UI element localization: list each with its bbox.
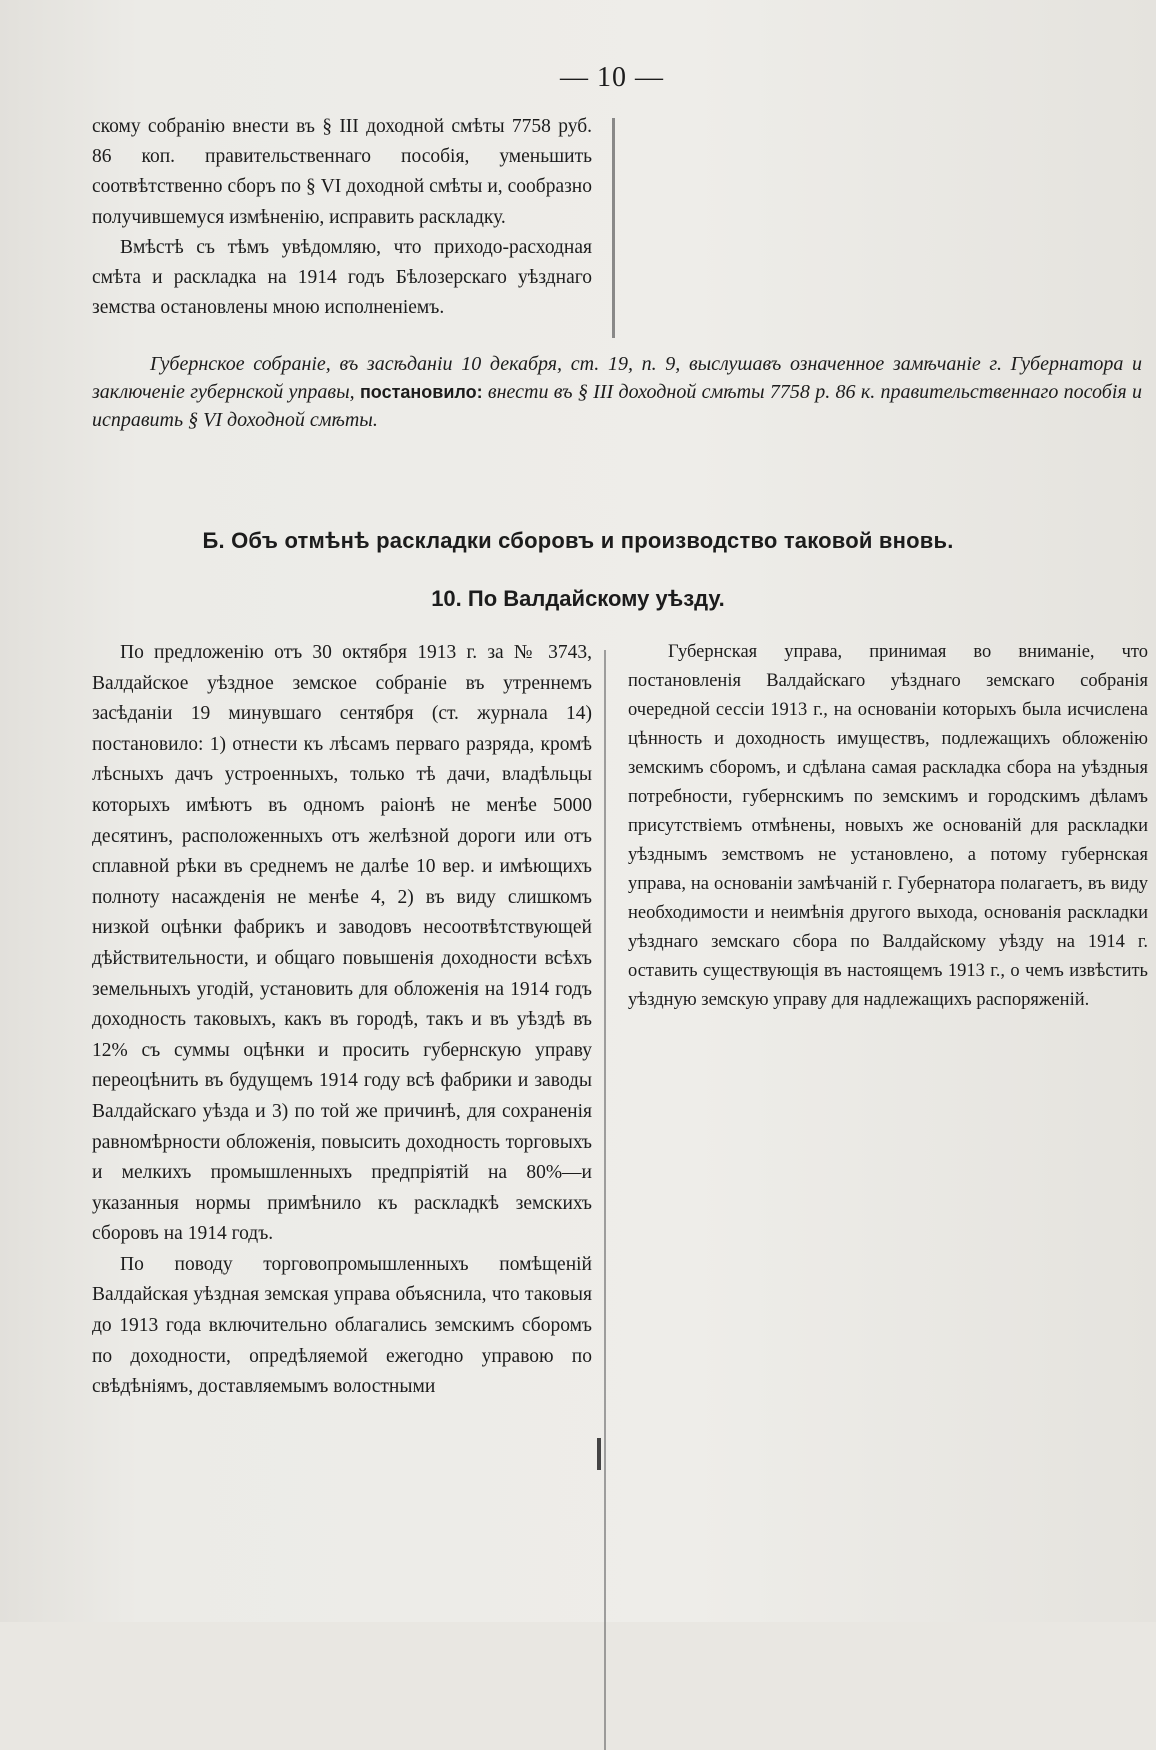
page-number: — 10 — — [560, 62, 664, 93]
right-column — [628, 638, 1148, 1015]
margin-rule — [612, 118, 615, 338]
assembly-resolution — [92, 350, 1142, 434]
right-paragraph-1: Губернская управа, принимая во вниманіе, что постановленія Валдайскаго уѣзднаго земскаго собранія очередной сессіи 1913 г., на основаніи которыхъ была исчислена цѣнность и доходность имуществъ, подлежащихъ обложенію земскимъ сборомъ, и сдѣлана самая раскладка сбора на уѣздныя потребности, губернскимъ по земскимъ и городскимъ дѣламъ присутствіемъ отмѣнены, новыхъ же основаній для раскладки уѣзднымъ земствомъ не установлено, а потому губернская управа, на основаніи замѣчаній г. Губернатора полагаетъ, въ виду необходимости и неимѣнія другого выхода, основанія раскладки уѣзднаго земскаго сбора по Валдайскому уѣзду на 1914 г. оставить существующія въ настоящемъ 1913 г., о чемъ извѣстить уѣздную земскую управу для надлежащихъ распоряженій. — [628, 642, 1148, 1010]
subsection-heading: 10. По Валдайскому уѣзду. — [431, 586, 725, 611]
column-divider — [604, 650, 606, 1750]
letter-continuation — [92, 112, 592, 323]
letter-paragraph-1: скому собранію внести въ § III доходной смѣты 7758 руб. 86 коп. правительственнаго пособія, уменьшить соотвѣтственно сборъ по § VI доходной смѣты и, сообразно получившемуся измѣненію, исправить раскладку. — [92, 116, 592, 228]
resolution-text-1: Губернское собраніе, въ засѣданіи 10 декабря, ст. 19, п. 9, выслушавъ означенное замѣчаніе г. Губернатора и заключеніе губернской управы, — [92, 353, 1142, 403]
left-column — [92, 638, 592, 1403]
resolution-decision: постановило: — [359, 382, 483, 402]
letter-paragraph-2: Вмѣстѣ съ тѣмъ увѣдомляю, что приходо-расходная смѣта и раскладка на 1914 годъ Бѣлозерскаго уѣзднаго земства остановлены мною исполненіемъ. — [92, 236, 592, 319]
section-heading: Б. Объ отмѣнѣ раскладки сборовъ и производство таковой вновь. — [202, 528, 954, 553]
resolution-text-2: внести въ § III доходной смѣты 7758 р. 86 к. правительственнаго пособія и исправить § VI доходной смѣты. — [92, 381, 1142, 431]
left-paragraph-1: По предложенію отъ 30 октября 1913 г. за № 3743, Валдайское уѣздное земское собраніе въ утреннемъ засѣданіи 19 минувшаго сентября (ст. журнала 14) постановило: 1) отнести къ лѣсамъ перваго разряда, кромѣ лѣсныхъ дачъ устроенныхъ, только тѣ дачи, владѣльцы которыхъ имѣютъ въ одномъ раіонѣ не менѣе 5000 десятинъ, расположенныхъ отъ желѣзной дороги или отъ сплавной рѣки въ среднемъ не далѣе 10 вер. и имѣющихъ полноту насажденія не менѣе 4, 2) въ виду слишкомъ низкой оцѣнки фабрикъ и заводовъ несоотвѣтствующей дѣйствительности, и общаго повышенія доходности всѣхъ земельныхъ угодій, установить для обложенія на 1914 годъ доходность таковыхъ, какъ въ городѣ, такъ и въ уѣздѣ въ 12% съ суммы оцѣнки и просить губернскую управу переоцѣнить въ будущемъ 1914 году всѣ фабрики и заводы Валдайскаго уѣзда и 3) по той же причинѣ, для сохраненія равномѣрности обложенія, повысить доходность торговыхъ и мелкихъ промышленныхъ предпріятій на 80%—и указанныя нормы примѣнило къ раскладкѣ земскихъ сборовъ на 1914 годъ. — [92, 642, 592, 1245]
column-divider-mark — [597, 1438, 601, 1470]
left-paragraph-2: По поводу торговопромышленныхъ помѣщеній Валдайская уѣздная земская управа объяснила, что таковыя до 1913 года включительно облагались земскимъ сборомъ по доходности, опредѣляемой ежегодно управою по свѣдѣніямъ, доставляемымъ волостными — [92, 1253, 592, 1398]
